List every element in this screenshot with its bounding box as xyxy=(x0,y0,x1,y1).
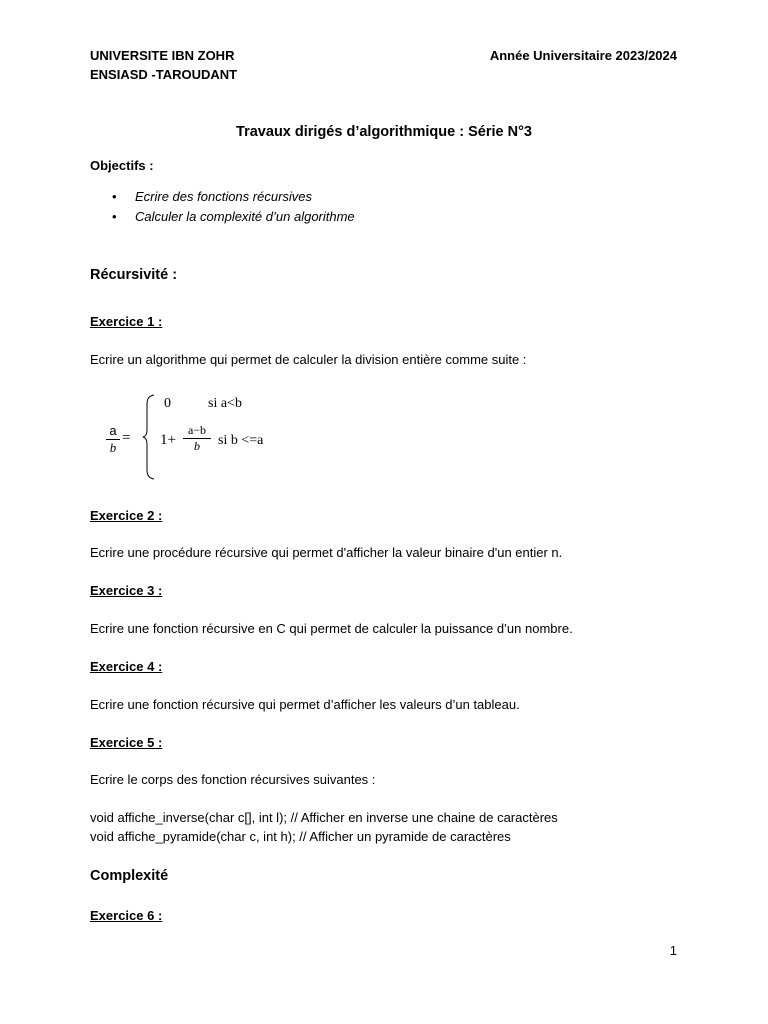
exercise-5-code-line: void affiche_inverse(char c[], int l); // Afficher en inverse une chaine de caractères xyxy=(90,810,558,825)
header-university: UNIVERSITE IBN ZOHR xyxy=(90,48,235,63)
formula-case2-denominator: b xyxy=(194,439,200,453)
objectives-list xyxy=(90,187,690,227)
exercise-6-title: Exercice 6 : xyxy=(90,908,163,923)
exercise-3-title: Exercice 3 : xyxy=(90,583,163,598)
exercise-4-text: Ecrire une fonction récursive qui permet d’afficher les valeurs d’un tableau. xyxy=(90,697,520,712)
section-heading-recursivite: Récursivité : xyxy=(90,267,178,283)
exercise-1-text: Ecrire un algorithme qui permet de calculer la division entière comme suite : xyxy=(90,352,527,367)
page-number: 1 xyxy=(669,943,677,958)
formula-case2-numerator: a−b xyxy=(187,423,207,437)
left-brace-icon xyxy=(142,394,156,480)
header-school: ENSIASD -TAROUDANT xyxy=(90,67,238,82)
exercise-1-title: Exercice 1 : xyxy=(90,314,163,329)
exercise-2-title: Exercice 2 : xyxy=(90,508,163,523)
exercise-4-title: Exercice 4 : xyxy=(90,659,163,674)
formula-equals: = xyxy=(122,430,131,446)
formula-case1-value: 0 xyxy=(164,396,171,411)
exercise-5-text: Ecrire le corps des fonction récursives suivantes : xyxy=(90,772,376,787)
objectives-label: Objectifs : xyxy=(90,158,154,173)
exercise-2-text: Ecrire une procédure récursive qui permet d'afficher la valeur binaire d'un entier n. xyxy=(90,545,563,560)
objective-item: • Ecrire des fonctions récursives xyxy=(90,187,690,207)
formula-case2-condition: si b <=a xyxy=(218,433,264,448)
objective-item: • Calculer la complexité d’un algorithme xyxy=(90,207,690,227)
formula-case1-condition: si a<b xyxy=(208,396,242,411)
exercise-3-text: Ecrire une fonction récursive en C qui permet de calculer la puissance d’un nombre. xyxy=(90,621,573,636)
formula-lhs-denominator: b xyxy=(109,440,117,455)
formula-lhs-numerator: a xyxy=(109,423,117,438)
page-title: Travaux dirigés d’algorithmique : Série N°3 xyxy=(236,124,532,140)
header-academic-year: Année Universitaire 2023/2024 xyxy=(489,48,677,63)
formula-case2-prefix: 1+ xyxy=(160,432,176,448)
exercise-5-title: Exercice 5 : xyxy=(90,735,163,750)
section-heading-complexite: Complexité xyxy=(90,868,169,884)
division-formula xyxy=(100,392,300,484)
exercise-5-code-line: void affiche_pyramide(char c, int h); // Afficher un pyramide de caractères xyxy=(90,829,511,844)
